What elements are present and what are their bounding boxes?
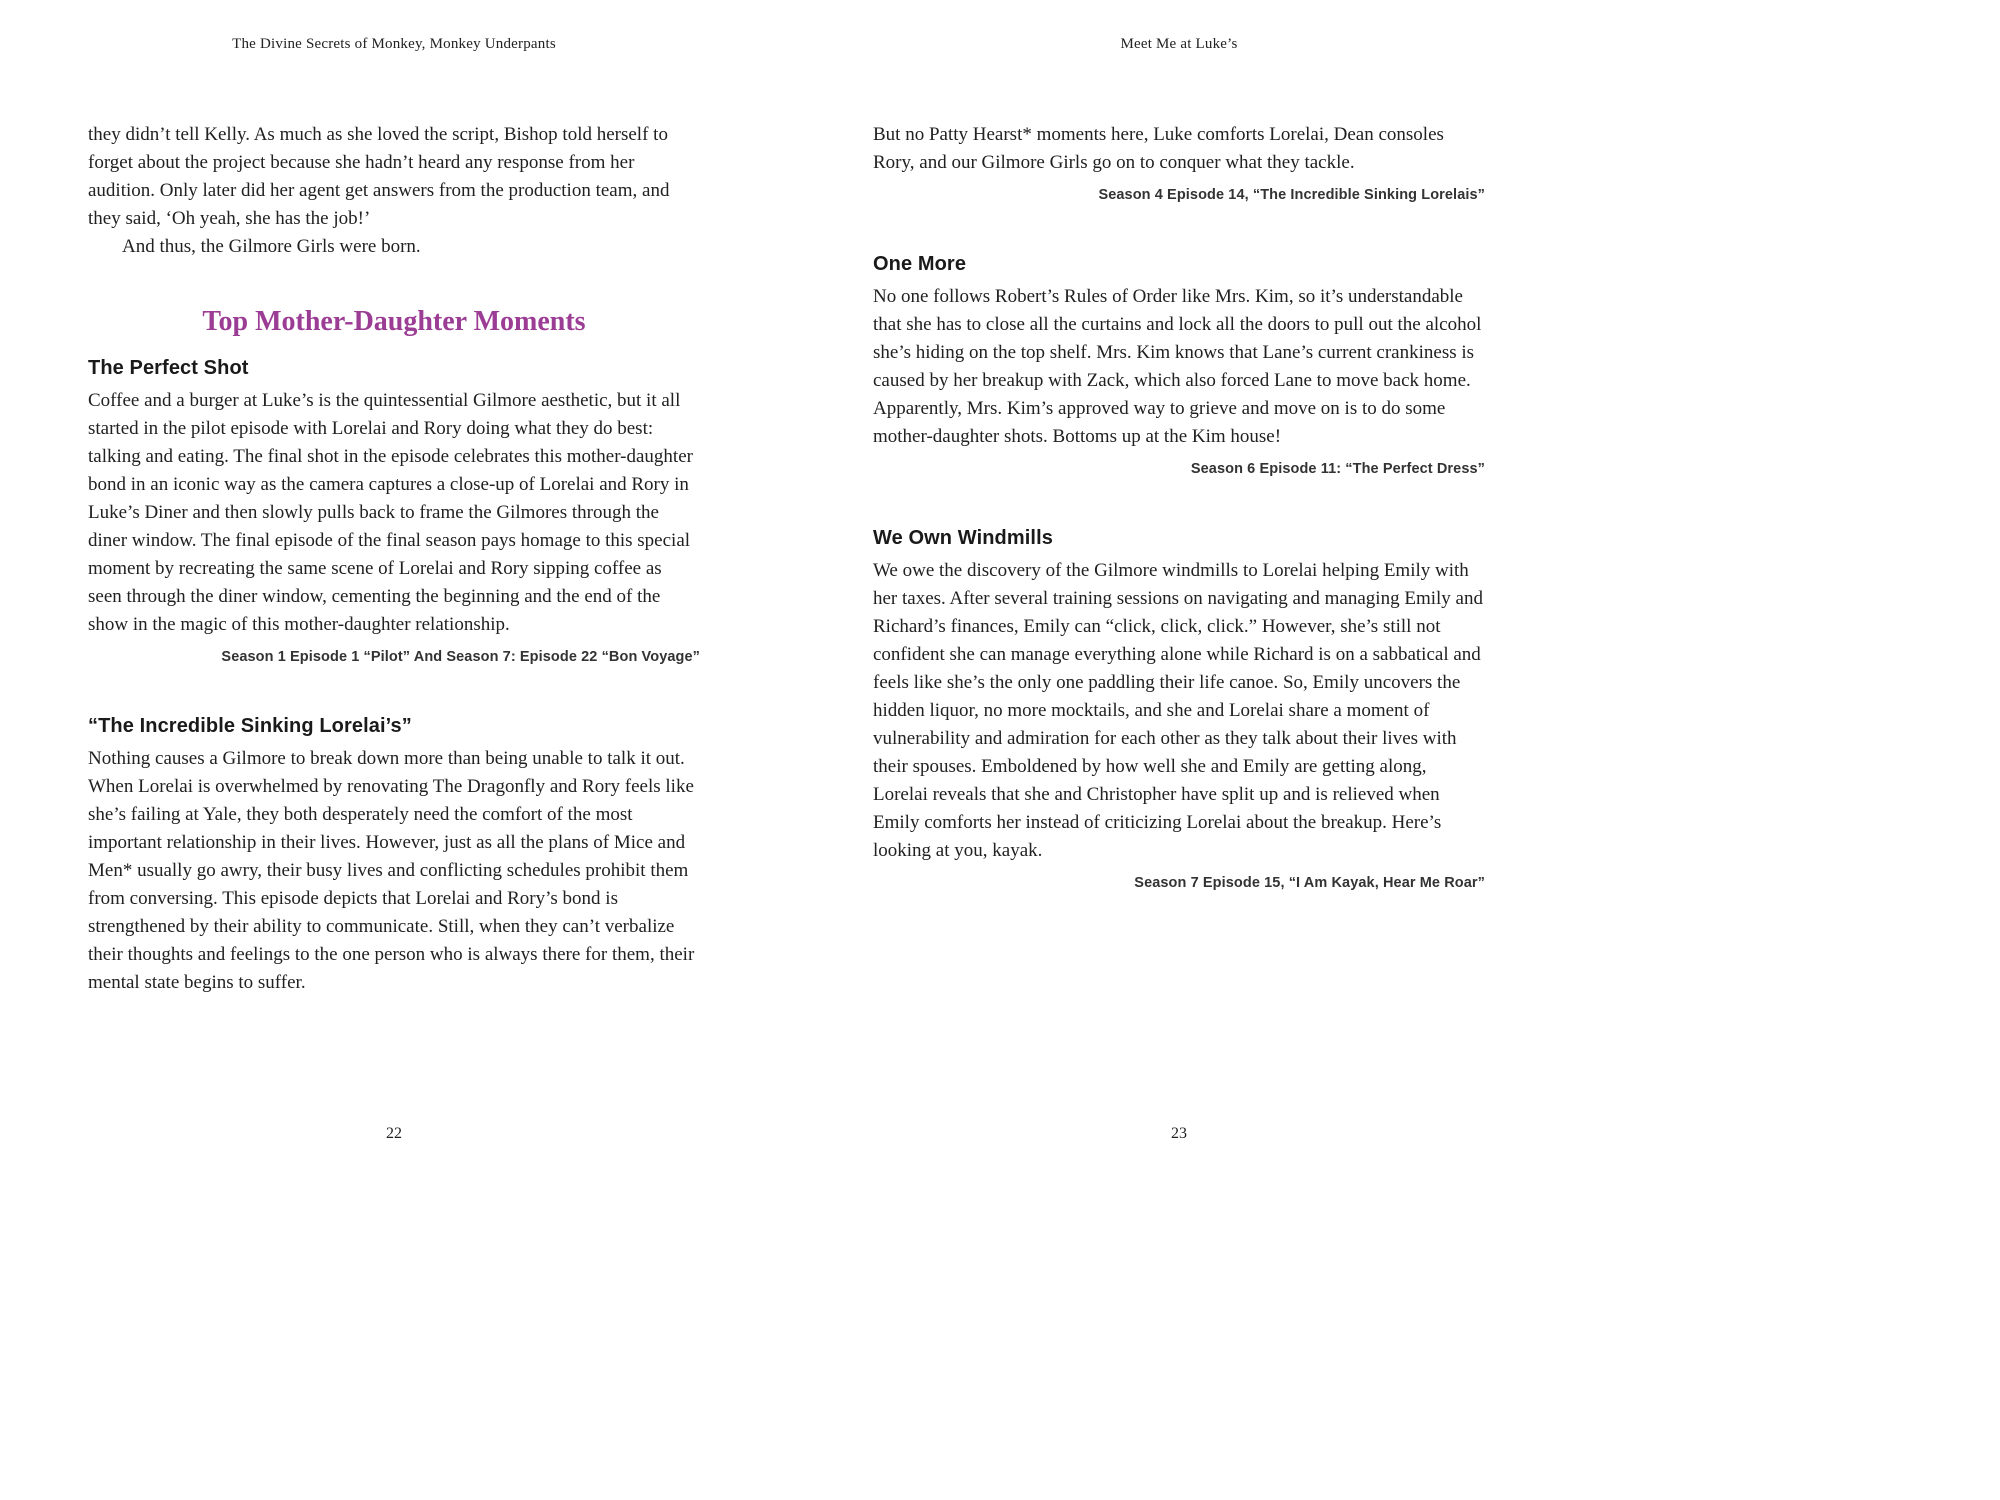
entry-citation-the-perfect-shot: Season 1 Episode 1 “Pilot” And Season 7: Episode 22 “Bon Voyage”: [221, 649, 700, 665]
text-column-left: [88, 121, 700, 997]
entry-body-incredible-sinking-lorelais: Nothing causes a Gilmore to break down more than being unable to talk it out. When Lorelai is overwhelmed by renovating The Dragonfly and Rory feels like she’s failing at Yale, they both desperately need the comfort of the most important relationship in their lives. However, just as all the plans of Mice and Men* usually go awry, their busy lives and conflicting schedules prohibit them from conversing. This episode depicts that Lorelai and Rory’s bond is strengthened by their ability to communicate. Still, when they can’t verbalize their thoughts and feelings to the one person who is always there for them, their mental state begins to suffer.: [88, 748, 695, 993]
entry-heading-the-perfect-shot: The Perfect Shot: [88, 357, 249, 379]
entry-body-the-perfect-shot: Coffee and a burger at Luke’s is the quintessential Gilmore aesthetic, but it all started in the pilot episode with Lorelai and Rory doing what they do best: talking and eating. The final shot in the episode celebrates this mother-daughter bond in an iconic way as the camera captures a close-up of Lorelai and Rory in Luke’s Diner and then slowly pulls back to frame the Gilmores through the diner window. The final episode of the final season pays homage to this special moment by recreating the same scene of Lorelai and Rory sipping coffee as seen through the diner window, cementing the beginning and the end of the show in the magic of this mother-daughter relationship.: [88, 390, 693, 635]
entry-body-one-more: No one follows Robert’s Rules of Order like Mrs. Kim, so it’s understandable that she has to close all the curtains and lock all the doors to pull out the alcohol she’s hiding on the top shelf. Mrs. Kim knows that Lane’s current crankiness is caused by her breakup with Zack, which also forced Lane to move back home. Apparently, Mrs. Kim’s approved way to grieve and move on is to do some mother-daughter shots. Bottoms up at the Kim house!: [873, 286, 1482, 447]
paragraph-gilmore-girls-born: And thus, the Gilmore Girls were born.: [122, 236, 421, 257]
entry-heading-incredible-sinking-lorelais: “The Incredible Sinking Lorelai’s”: [88, 715, 412, 737]
running-header-left: The Divine Secrets of Monkey, Monkey Underpants: [232, 36, 556, 52]
page-number-right: 23: [1171, 1125, 1187, 1142]
text-column-right: [873, 121, 1485, 893]
entry-citation-one-more: Season 6 Episode 11: “The Perfect Dress”: [1190, 461, 1485, 477]
entry-citation-we-own-windmills: Season 7 Episode 15, “I Am Kayak, Hear Me Roar”: [1134, 875, 1485, 891]
running-header-right: Meet Me at Luke’s: [1120, 36, 1238, 52]
citation-incredible-sinking-lorelais: Season 4 Episode 14, “The Incredible Sinking Lorelais”: [1098, 187, 1485, 203]
paragraph-continuation: they didn’t tell Kelly. As much as she loved the script, Bishop told herself to forget about the project because she hadn’t heard any response from her audition. Only later did her agent get answers from the production team, and they said, ‘Oh yeah, she has the job!’: [88, 124, 670, 229]
entry-body-we-own-windmills: We owe the discovery of the Gilmore windmills to Lorelai helping Emily with her taxes. After several training sessions on navigating and managing Emily and Richard’s finances, Emily can “click, click, click.” However, she’s still not confident she can manage everything alone while Richard is on a sabbatical and feels like she’s the only one paddling their life canoe. So, Emily uncovers the hidden liquor, no more mocktails, and she and Lorelai share a moment of vulnerability and admiration for each other as they talk about their lives with their spouses. Emboldened by how well she and Emily are getting along, Lorelai reveals that she and Christopher have split up and is relieved when Emily comforts her instead of criticizing Lorelai about the breakup. Here’s looking at you, kayak.: [873, 560, 1483, 861]
entry-heading-one-more: One More: [873, 253, 967, 275]
page-number-left: 22: [386, 1125, 402, 1142]
section-title: Top Mother-Daughter Moments: [202, 306, 586, 337]
paragraph-continuation-right: But no Patty Hearst* moments here, Luke comforts Lorelai, Dean consoles Rory, and our Gilmore Girls go on to conquer what they tackle.: [873, 124, 1444, 173]
entry-heading-we-own-windmills: We Own Windmills: [873, 527, 1053, 549]
